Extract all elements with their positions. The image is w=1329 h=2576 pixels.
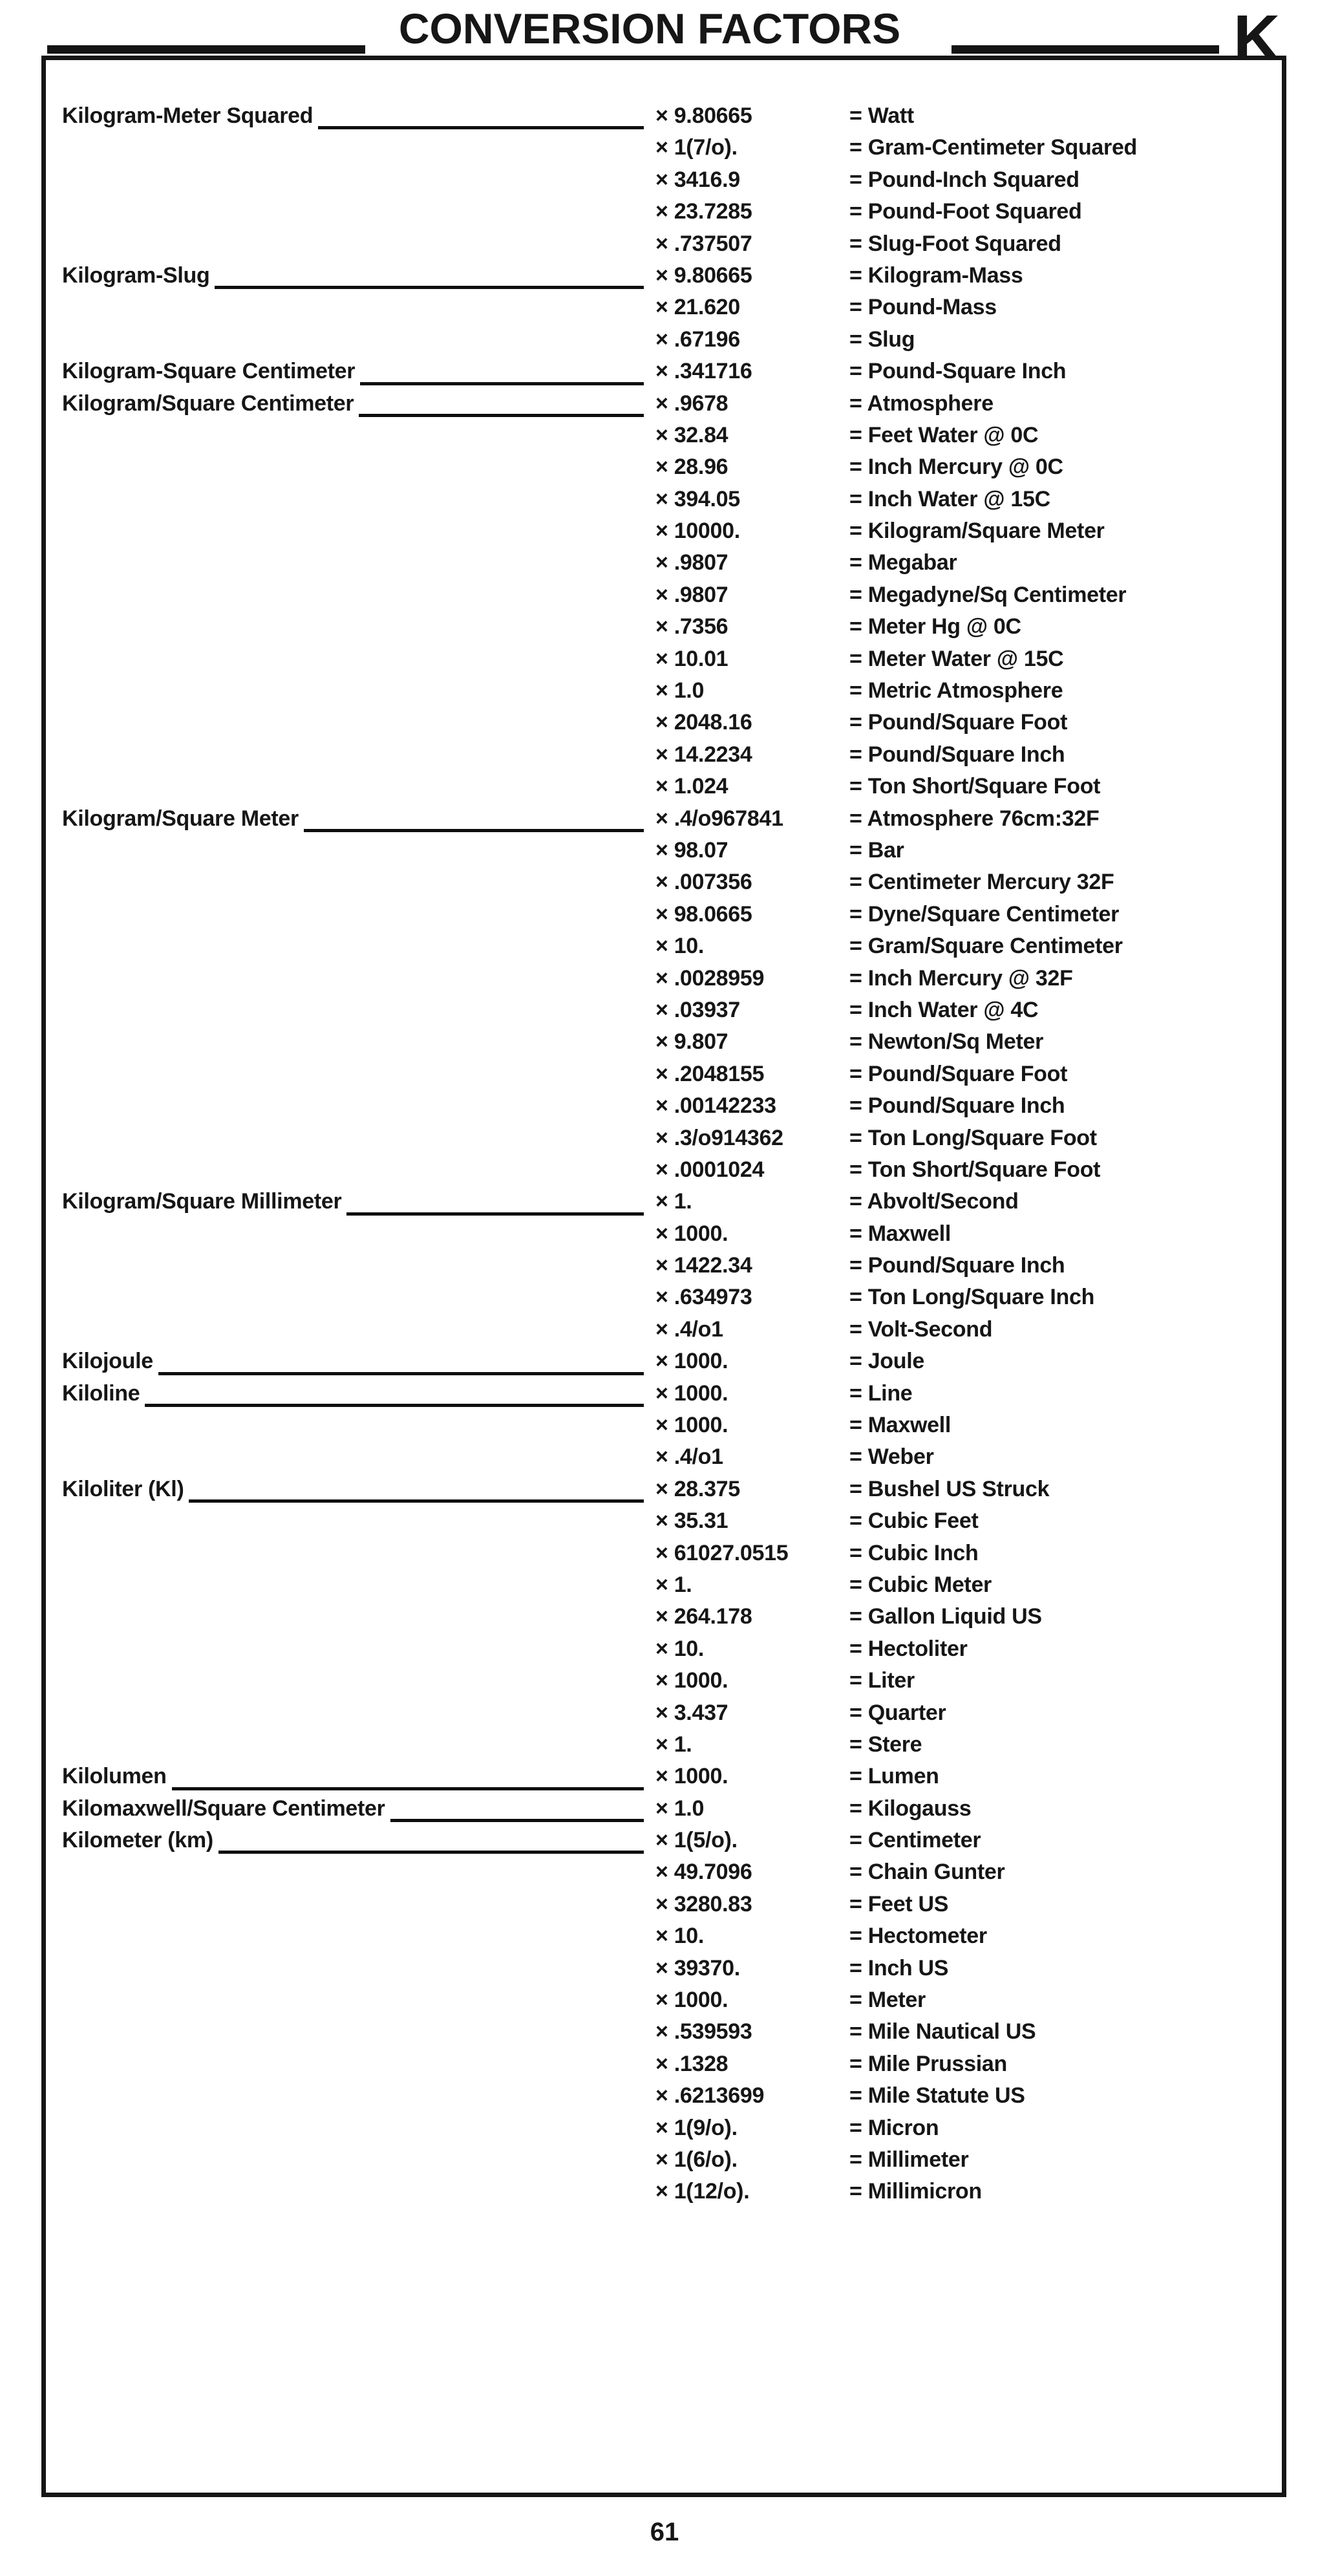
row-factor: × 9.807 (655, 1029, 728, 1055)
row-result: = Feet Water @ 0C (849, 422, 1039, 447)
table-row (62, 1668, 1260, 1700)
row-leader (318, 126, 644, 129)
row-factor: × .539593 (655, 2019, 752, 2045)
table-row (62, 1764, 1260, 1796)
table-row (62, 1221, 1260, 1253)
row-result: = Ton Short/Square Foot (849, 1157, 1101, 1182)
row-factor: × 1(5/o). (655, 1828, 738, 1853)
row-label: Kilogram-Meter Squared (62, 103, 314, 128)
row-result: = Pound/Square Inch (849, 1253, 1065, 1278)
table-row (62, 199, 1260, 231)
row-result: = Mile Prussian (849, 2051, 1007, 2076)
row-factor: × .00142233 (655, 1093, 776, 1119)
row-result: = Lumen (849, 1764, 939, 1789)
table-row (62, 1157, 1260, 1189)
row-label: Kiloline (62, 1380, 140, 1406)
row-factor: × 1000. (655, 1668, 728, 1693)
row-factor: × .03937 (655, 997, 740, 1022)
table-row (62, 647, 1260, 678)
row-factor: × .341716 (655, 359, 752, 384)
table-row (62, 327, 1260, 359)
table-row (62, 2116, 1260, 2147)
row-label: Kilogram/Square Meter (62, 806, 299, 831)
row-result: = Millimeter (849, 2147, 969, 2172)
table-row (62, 1444, 1260, 1476)
row-factor: × .634973 (655, 1285, 752, 1310)
row-factor: × .007356 (655, 870, 752, 895)
row-result: = Inch Water @ 4C (849, 997, 1039, 1022)
row-factor: × 39370. (655, 1955, 740, 1980)
table-row (62, 1828, 1260, 1860)
table-row (62, 2083, 1260, 2115)
row-result: = Volt-Second (849, 1316, 993, 1342)
row-result: = Pound-Square Inch (849, 359, 1067, 384)
row-factor: × 98.0665 (655, 901, 752, 927)
row-label: Kilometer (km) (62, 1828, 213, 1853)
table-row (62, 710, 1260, 742)
table-row (62, 2179, 1260, 2211)
row-factor: × .7356 (655, 614, 728, 639)
row-result: = Newton/Sq Meter (849, 1029, 1044, 1055)
row-factor: × 10.01 (655, 646, 728, 671)
row-result: = Abvolt/Second (849, 1189, 1019, 1214)
row-result: = Watt (849, 103, 914, 128)
row-label: Kilogram/Square Millimeter (62, 1189, 342, 1214)
row-result: = Bushel US Struck (849, 1476, 1050, 1501)
table-row (62, 1860, 1260, 1891)
table-row (62, 1062, 1260, 1093)
row-result: = Atmosphere 76cm:32F (849, 806, 1100, 831)
table-row (62, 742, 1260, 774)
row-result: = Kilogauss (849, 1796, 972, 1821)
row-label: Kilolumen (62, 1764, 167, 1789)
table-row (62, 1604, 1260, 1636)
table-row (62, 1349, 1260, 1380)
page-number: 61 (650, 2518, 679, 2546)
row-factor: × 10. (655, 1924, 705, 1949)
table-row (62, 1093, 1260, 1125)
table-row (62, 1189, 1260, 1221)
row-result: = Ton Long/Square Inch (849, 1285, 1095, 1310)
table-row (62, 1637, 1260, 1668)
row-factor: × .4/o1 (655, 1316, 723, 1342)
row-factor: × .67196 (655, 327, 740, 352)
row-result: = Kilogram/Square Meter (849, 519, 1105, 544)
table-row (62, 998, 1260, 1029)
row-result: = Chain Gunter (849, 1860, 1005, 1885)
row-leader (215, 286, 644, 289)
row-factor: × 394.05 (655, 486, 740, 511)
row-leader (304, 829, 644, 832)
row-factor: × 1. (655, 1572, 692, 1597)
table-row (62, 1253, 1260, 1285)
row-result: = Inch Mercury @ 32F (849, 965, 1073, 991)
table-row (62, 1029, 1260, 1061)
row-result: = Meter Hg @ 0C (849, 614, 1021, 639)
row-factor: × 1000. (655, 1349, 728, 1374)
page-title: CONVERSION FACTORS (398, 5, 901, 52)
table-row (62, 1988, 1260, 2019)
row-result: = Maxwell (849, 1221, 951, 1246)
row-factor: × 1(6/o). (655, 2147, 738, 2172)
row-result: = Metric Atmosphere (849, 678, 1063, 703)
row-factor: × 28.96 (655, 455, 728, 480)
row-factor: × .1328 (655, 2051, 728, 2076)
table-row (62, 1285, 1260, 1316)
row-factor: × .0028959 (655, 965, 765, 991)
row-result: = Cubic Inch (849, 1540, 979, 1565)
table-row (62, 1892, 1260, 1924)
table-row (62, 1381, 1260, 1413)
table-row (62, 103, 1260, 135)
table-row (62, 1317, 1260, 1349)
row-result: = Feet US (849, 1891, 949, 1916)
row-label: Kilogram/Square Centimeter (62, 391, 354, 416)
table-row (62, 583, 1260, 614)
table-row (62, 1126, 1260, 1157)
row-factor: × 1000. (655, 1764, 728, 1789)
row-result: = Gram/Square Centimeter (849, 934, 1123, 959)
row-leader (158, 1372, 644, 1375)
row-factor: × 1000. (655, 1221, 728, 1246)
table-row (62, 231, 1260, 263)
row-factor: × 3416.9 (655, 167, 740, 192)
table-row (62, 902, 1260, 934)
section-letter: K (1233, 2, 1281, 74)
row-factor: × 2048.16 (655, 710, 752, 735)
row-result: = Megadyne/Sq Centimeter (849, 582, 1127, 607)
table-row (62, 487, 1260, 519)
row-factor: × 9.80665 (655, 103, 752, 128)
row-result: = Centimeter Mercury 32F (849, 870, 1114, 895)
table-row (62, 838, 1260, 870)
row-factor: × 1422.34 (655, 1253, 752, 1278)
table-row (62, 1541, 1260, 1572)
table-row (62, 1413, 1260, 1444)
row-result: = Bar (849, 837, 904, 863)
table-row (62, 1572, 1260, 1604)
row-result: = Centimeter (849, 1828, 981, 1853)
table-row (62, 806, 1260, 838)
row-result: = Slug (849, 327, 915, 352)
row-leader (360, 382, 644, 385)
row-result: = Joule (849, 1349, 925, 1374)
row-result: = Pound/Square Inch (849, 1093, 1065, 1119)
row-result: = Pound-Inch Squared (849, 167, 1079, 192)
table-row (62, 1508, 1260, 1540)
row-factor: × 1(12/o). (655, 2179, 750, 2204)
row-factor: × .9807 (655, 550, 728, 575)
table-row (62, 167, 1260, 199)
row-factor: × .737507 (655, 231, 752, 256)
row-result: = Mile Statute US (849, 2083, 1025, 2109)
row-result: = Millimicron (849, 2179, 982, 2204)
row-factor: × 1000. (655, 1413, 728, 1438)
row-factor: × 23.7285 (655, 199, 752, 224)
table-row (62, 263, 1260, 295)
title-rule-left (47, 45, 365, 54)
row-factor: × 1.024 (655, 774, 728, 799)
table-row (62, 934, 1260, 965)
table-row (62, 455, 1260, 486)
table-row (62, 1732, 1260, 1764)
row-factor: × .3/o914362 (655, 1125, 783, 1150)
table-row (62, 1701, 1260, 1732)
row-factor: × 61027.0515 (655, 1540, 789, 1565)
row-leader (346, 1212, 644, 1216)
row-factor: × .0001024 (655, 1157, 765, 1182)
row-factor: × 3280.83 (655, 1891, 752, 1916)
row-result: = Mile Nautical US (849, 2019, 1036, 2045)
row-factor: × 10. (655, 1636, 705, 1661)
row-factor: × 32.84 (655, 422, 728, 447)
row-factor: × .4/o967841 (655, 806, 783, 831)
row-leader (359, 414, 644, 417)
table-row (62, 2052, 1260, 2083)
row-factor: × .9807 (655, 582, 728, 607)
row-result: = Atmosphere (849, 391, 994, 416)
row-label: Kilogram-Slug (62, 263, 210, 288)
row-factor: × 264.178 (655, 1604, 752, 1629)
row-result: = Hectometer (849, 1924, 987, 1949)
row-leader (172, 1787, 644, 1790)
table-row (62, 423, 1260, 455)
row-result: = Ton Short/Square Foot (849, 774, 1101, 799)
conversion-table (62, 103, 1260, 2211)
row-result: = Megabar (849, 550, 957, 575)
row-result: = Pound/Square Foot (849, 710, 1068, 735)
row-factor: × 10000. (655, 519, 740, 544)
row-factor: × 98.07 (655, 837, 728, 863)
row-factor: × .9678 (655, 391, 728, 416)
row-result: = Pound-Mass (849, 295, 997, 320)
row-result: = Cubic Feet (849, 1508, 979, 1534)
row-factor: × 49.7096 (655, 1860, 752, 1885)
row-factor: × 1.0 (655, 1796, 705, 1821)
table-row (62, 614, 1260, 646)
row-leader (218, 1851, 644, 1854)
table-row (62, 2019, 1260, 2051)
row-label: Kilojoule (62, 1349, 153, 1374)
table-row (62, 519, 1260, 550)
row-factor: × 1. (655, 1189, 692, 1214)
table-row (62, 135, 1260, 167)
row-result: = Slug-Foot Squared (849, 231, 1061, 256)
row-leader (189, 1499, 644, 1503)
row-factor: × 1(9/o). (655, 2115, 738, 2140)
row-result: = Dyne/Square Centimeter (849, 901, 1120, 927)
row-result: = Gram-Centimeter Squared (849, 135, 1138, 160)
row-result: = Stere (849, 1732, 922, 1757)
row-factor: × .6213699 (655, 2083, 765, 2109)
row-factor: × 14.2234 (655, 742, 752, 767)
row-result: = Weber (849, 1444, 934, 1470)
table-row (62, 550, 1260, 582)
row-label: Kiloliter (Kl) (62, 1476, 184, 1501)
table-row (62, 359, 1260, 391)
row-result: = Liter (849, 1668, 915, 1693)
row-result: = Gallon Liquid US (849, 1604, 1042, 1629)
row-result: = Inch Water @ 15C (849, 486, 1050, 511)
row-factor: × 1000. (655, 1380, 728, 1406)
row-factor: × 28.375 (655, 1476, 740, 1501)
table-row (62, 678, 1260, 710)
row-result: = Cubic Meter (849, 1572, 992, 1597)
row-factor: × 35.31 (655, 1508, 728, 1534)
row-result: = Hectoliter (849, 1636, 968, 1661)
row-result: = Ton Long/Square Foot (849, 1125, 1097, 1150)
row-factor: × 9.80665 (655, 263, 752, 288)
row-result: = Pound/Square Foot (849, 1061, 1068, 1086)
row-factor: × .4/o1 (655, 1444, 723, 1470)
table-row (62, 1956, 1260, 1988)
row-factor: × 1. (655, 1732, 692, 1757)
row-label: Kilogram-Square Centimeter (62, 359, 356, 384)
row-leader (145, 1404, 644, 1407)
row-factor: × 10. (655, 934, 705, 959)
table-row (62, 1924, 1260, 1955)
row-factor: × 3.437 (655, 1700, 728, 1725)
row-label: Kilomaxwell/Square Centimeter (62, 1796, 385, 1821)
table-row (62, 966, 1260, 998)
table-row (62, 1796, 1260, 1828)
row-result: = Micron (849, 2115, 939, 2140)
row-result: = Meter Water @ 15C (849, 646, 1064, 671)
table-row (62, 870, 1260, 901)
row-result: = Pound-Foot Squared (849, 199, 1082, 224)
row-factor: × 1.0 (655, 678, 705, 703)
row-leader (390, 1819, 644, 1822)
table-row (62, 774, 1260, 806)
row-result: = Line (849, 1380, 913, 1406)
row-result: = Meter (849, 1988, 926, 2013)
row-factor: × 1000. (655, 1988, 728, 2013)
title-rule-right (952, 45, 1219, 54)
row-result: = Kilogram-Mass (849, 263, 1023, 288)
row-result: = Quarter (849, 1700, 946, 1725)
row-result: = Maxwell (849, 1413, 951, 1438)
row-factor: × 1(7/o). (655, 135, 738, 160)
table-row (62, 295, 1260, 327)
row-result: = Pound/Square Inch (849, 742, 1065, 767)
table-row (62, 1477, 1260, 1508)
table-row (62, 391, 1260, 423)
row-result: = Inch US (849, 1955, 949, 1980)
row-result: = Inch Mercury @ 0C (849, 455, 1063, 480)
row-factor: × 21.620 (655, 295, 740, 320)
row-factor: × .2048155 (655, 1061, 765, 1086)
table-row (62, 2147, 1260, 2179)
